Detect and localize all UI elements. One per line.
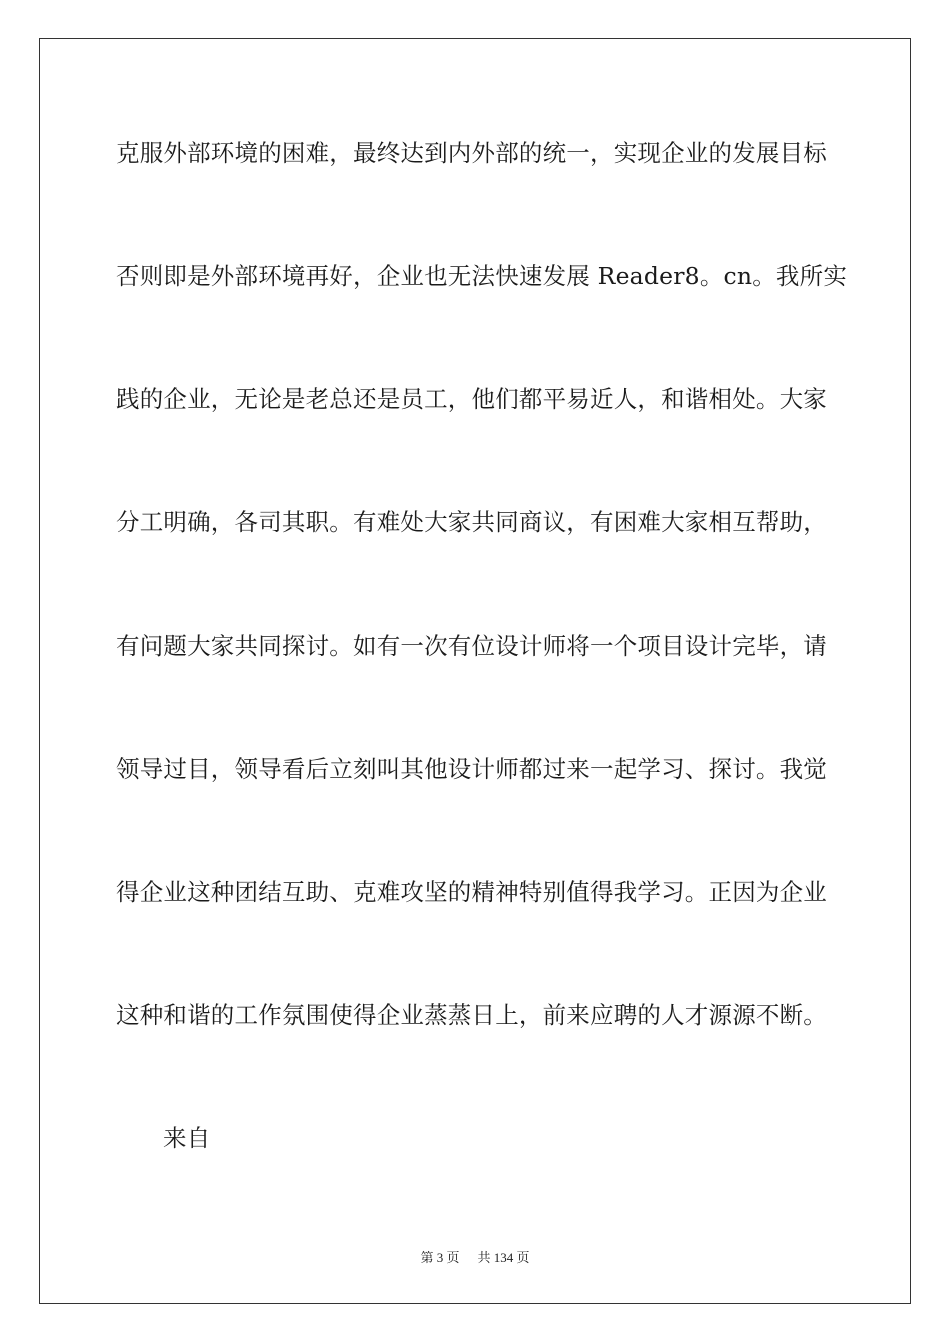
- page-border: [39, 38, 911, 1304]
- body-text-line-1: 克服外部环境的困难，最终达到内外部的统一，实现企业的发展目标: [116, 139, 827, 167]
- body-text-line-7: 得企业这种团结互助、克难攻坚的精神特别值得我学习。正因为企业: [116, 878, 827, 906]
- body-text-line-6: 领导过目，领导看后立刻叫其他设计师都过来一起学习、探讨。我觉: [116, 755, 827, 783]
- page-number: 第 3 页: [420, 1250, 460, 1265]
- page-footer: [0, 1250, 950, 1266]
- body-text-line-2: 否则即是外部环境再好，企业也无法快速发展 Reader8。cn。我所实: [116, 262, 848, 290]
- page-total: 共 134 页: [477, 1250, 530, 1265]
- source-label: 来自: [163, 1124, 211, 1152]
- body-text-line-8: 这种和谐的工作氛围使得企业蒸蒸日上，前来应聘的人才源源不断。: [116, 1001, 827, 1029]
- body-text-line-3: 践的企业，无论是老总还是员工，他们都平易近人，和谐相处。大家: [116, 385, 827, 413]
- body-text-line-5: 有问题大家共同探讨。如有一次有位设计师将一个项目设计完毕，请: [116, 632, 827, 660]
- body-text-line-4: 分工明确，各司其职。有难处大家共同商议，有困难大家相互帮助，: [116, 508, 827, 536]
